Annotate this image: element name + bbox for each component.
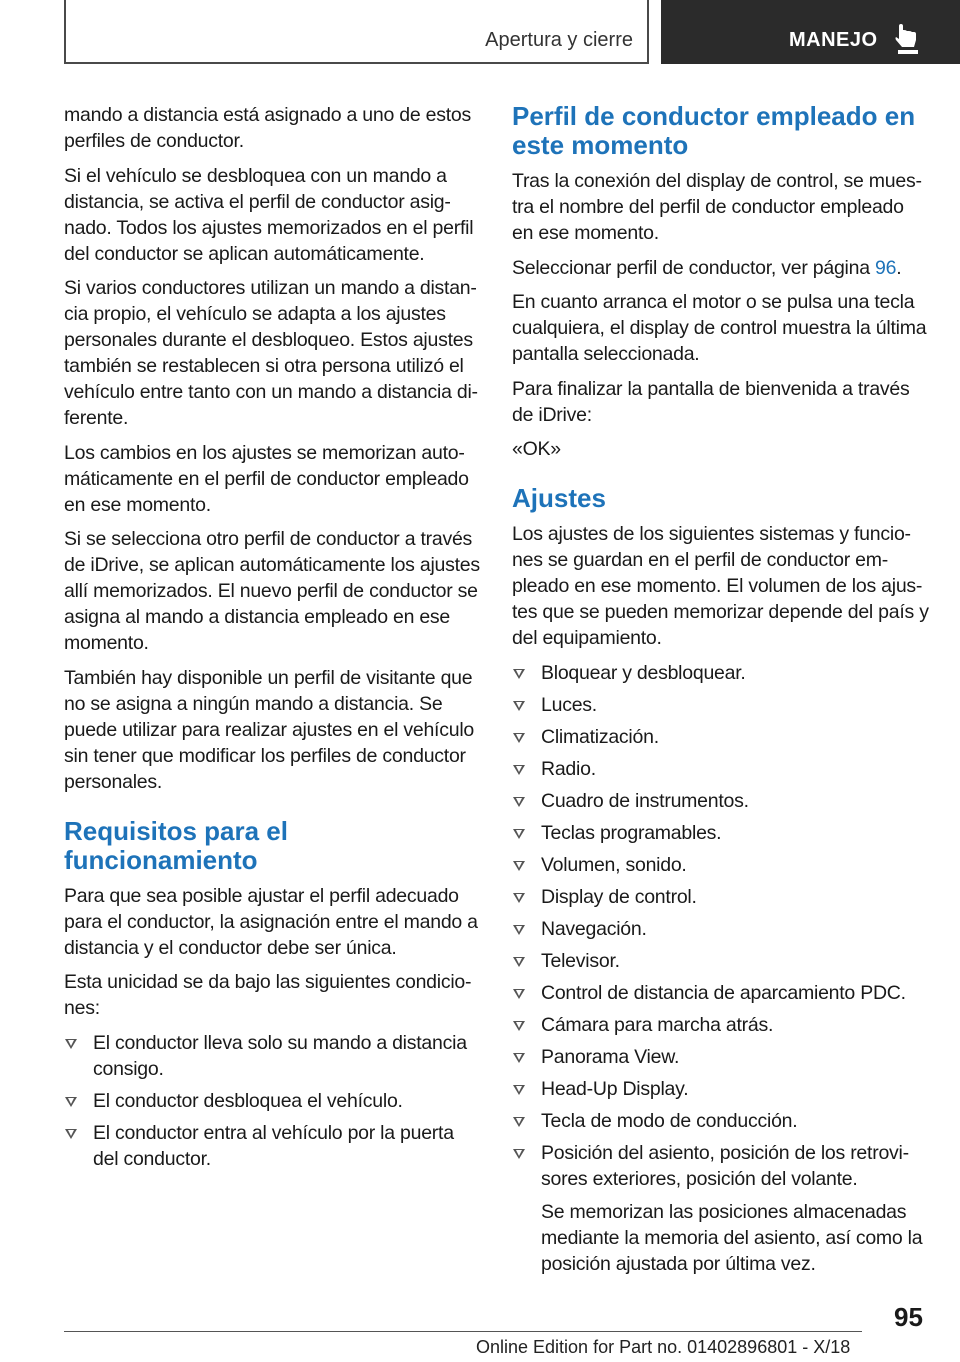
list-item: Cuadro de instrumentos. [512, 788, 930, 814]
paragraph: «OK» [512, 438, 561, 460]
list-item-note: Se memorizan las posiciones almacenadas mediante la memoria del asiento, así como la posición ajustada por última vez. [541, 1200, 923, 1275]
list-item: Posición del asiento, posición de los retrovisores exteriores, posición del volante. Se memorizan las posiciones almacenadas mediante la memoria del asiento, así como la posición ajustada por última vez. [512, 1140, 930, 1277]
triangle-bullet-icon [513, 797, 525, 807]
triangle-bullet-icon [513, 925, 525, 935]
section-title: Apertura y cierre [485, 29, 633, 51]
triangle-bullet-icon [513, 989, 525, 999]
list-item: El conductor desbloquea el vehículo. [64, 1088, 482, 1114]
list-item: Control de distancia de aparcamiento PDC. [512, 980, 930, 1006]
page-number: 95 [894, 1302, 923, 1332]
list-item: Volumen, sonido. [512, 852, 930, 878]
triangle-bullet-icon [513, 669, 525, 679]
paragraph: Si varios conductores utilizan un mando a distancia propio, el vehículo se adapta a los ajustes personales durante el desbloqueo. Estos ajustes también se restablecen si otra persona utilizó el vehículo entre tanto con un mando a distancia diferente. [64, 277, 479, 429]
footer-edition: Online Edition for Part no. 01402896801 - X/18 [476, 1337, 851, 1357]
heading-ajustes: Ajustes [512, 483, 606, 513]
triangle-bullet-icon [513, 1021, 525, 1031]
triangle-bullet-icon [513, 701, 525, 711]
list-item: Display de control. [512, 884, 930, 910]
list-item: Climatización. [512, 724, 930, 750]
page-link[interactable]: 96 [874, 256, 897, 279]
list-item: Luces. [512, 692, 930, 718]
list-item: Bloquear y desbloquear. [512, 660, 930, 686]
left-column [64, 102, 482, 1178]
list-item: El conductor lleva solo su mando a distancia consigo. [64, 1030, 482, 1082]
list-item: El conductor entra al vehículo por la puerta del conductor. [64, 1120, 482, 1172]
conditions-list [64, 1030, 482, 1172]
hand-pointer-icon [895, 24, 921, 54]
chapter-title: MANEJO [789, 29, 878, 51]
list-item: Radio. [512, 756, 930, 782]
paragraph: Seleccionar perfil de conductor, ver página 96. [512, 256, 902, 279]
triangle-bullet-icon [513, 957, 525, 967]
header-section-tab [64, 0, 649, 64]
list-item: Teclas programables. [512, 820, 930, 846]
list-item: Cámara para marcha atrás. [512, 1012, 930, 1038]
paragraph: También hay disponible un perfil de visitante que no se asigna a ningún mando a distancia. Se puede utilizar para realizar ajustes en el vehículo sin tener que modificar los perfiles de conductor personales. [64, 666, 474, 793]
list-item: Head-Up Display. [512, 1076, 930, 1102]
header-chapter-tab [661, 0, 960, 64]
triangle-bullet-icon [513, 861, 525, 871]
paragraph: Tras la conexión del display de control, se muestra el nombre del perfil de conductor empleado en ese momento. [512, 170, 922, 244]
triangle-bullet-icon [65, 1129, 77, 1139]
paragraph: Para que sea posible ajustar el perfil adecuado para el conductor, la asignación entre el mando a distancia y el conductor debe ser única. [64, 884, 478, 959]
footer-divider [64, 1331, 862, 1332]
triangle-bullet-icon [65, 1039, 77, 1049]
list-item: Televisor. [512, 948, 930, 974]
triangle-bullet-icon [513, 733, 525, 743]
list-item: Tecla de modo de conducción. [512, 1108, 930, 1134]
right-column [512, 102, 930, 1283]
triangle-bullet-icon [513, 893, 525, 903]
settings-list [512, 660, 930, 1277]
triangle-bullet-icon [513, 1085, 525, 1095]
list-item: Navegación. [512, 916, 930, 942]
triangle-bullet-icon [513, 1117, 525, 1127]
paragraph: Si se selecciona otro perfil de conductor a través de iDrive, se aplican automáticamente los ajustes allí memorizados. El nuevo perfil de conductor se asigna al mando a distancia empleado en ese momento. [64, 528, 480, 654]
triangle-bullet-icon [513, 829, 525, 839]
heading-requisitos: Requisitos para el funcionamiento [64, 815, 288, 875]
heading-perfil: Perfil de conductor empleado en este momento [512, 101, 916, 160]
paragraph: mando a distancia está asignado a uno de estos perfiles de conductor. [64, 104, 471, 152]
paragraph: Los ajustes de los siguientes sistemas y funciones se guardan en el perfil de conductor empleado en ese momento. El volumen de los ajustes que se pueden memorizar depende del país y del equipamiento. [512, 523, 929, 649]
list-item: Panorama View. [512, 1044, 930, 1070]
paragraph: Los cambios en los ajustes se memorizan automáticamente en el perfil de conductor empleado en ese momento. [64, 441, 469, 516]
paragraph: Para finalizar la pantalla de bienvenida a través de iDrive: [512, 377, 910, 426]
paragraph: Si el vehículo se desbloquea con un mando a distancia, se activa el perfil de conductor asignado. Todos los ajustes memorizados en el perfil del conductor se aplican automáticamente. [64, 164, 474, 265]
triangle-bullet-icon [65, 1097, 77, 1107]
triangle-bullet-icon [513, 1053, 525, 1063]
paragraph: Esta unicidad se da bajo las siguientes condiciones: [64, 971, 472, 1019]
triangle-bullet-icon [513, 1149, 525, 1159]
triangle-bullet-icon [513, 765, 525, 775]
paragraph: En cuanto arranca el motor o se pulsa una tecla cualquiera, el display de control muestra la última pantalla seleccionada. [512, 291, 927, 365]
